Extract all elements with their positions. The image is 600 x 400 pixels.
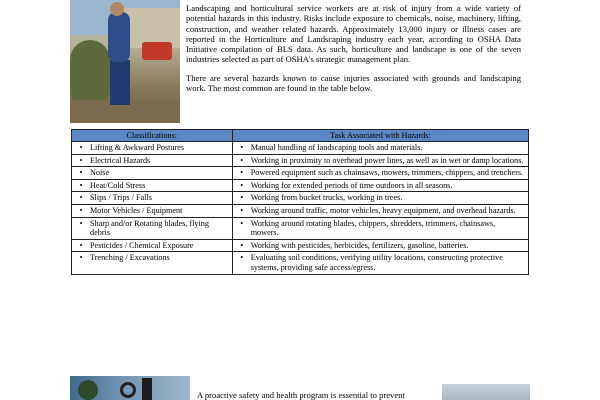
task-cell [232,252,528,274]
task-text: Working for extended periods of time outdoors in all seasons. [250,180,453,190]
classification-text: Electrical Hazards [90,155,151,165]
bullet-icon: • [79,205,83,215]
right-photo [442,384,530,400]
table-row [72,142,529,155]
table-row [72,252,529,274]
intro-text [186,3,521,101]
bullet-icon: • [240,205,244,215]
classification-text: Noise [90,168,110,178]
table-row [72,179,529,192]
bullet-icon: • [79,168,83,178]
bullet-icon: • [79,240,83,250]
classification-cell [72,239,233,252]
classification-cell [72,154,233,167]
classification-cell [72,192,233,205]
classification-cell [72,252,233,274]
task-cell [232,154,528,167]
intro-paragraph-1: Landscaping and horticultural service workers are at risk of injury from a wide variety of potential hazards in this industry. Risks include exposure to chemicals, noise, machinery, lifting, construction, and weather related hazards. Approximately 13,000 injury or illness cases are reported in the Horticulture and Landscaping industry each year, according to OSHA Data Initiative compilation of BLS data. As such, horticulture and landscape is one of the seven industries selected as part of OSHA's strategic management plan. [186,3,521,65]
task-cell [232,167,528,180]
bullet-icon: • [79,218,83,228]
table-row [72,154,529,167]
task-text: Working around rotating blades, chippers, shredders, trimmers, chainsaws, mowers. [250,218,496,238]
equipment-photo [70,376,190,400]
classification-text: Sharp and/or Rotating blades, flying debris [90,218,209,238]
classification-cell [72,204,233,217]
task-text: Working from bucket trucks, working in trees. [250,193,403,203]
bullet-icon: • [240,218,244,228]
bullet-icon: • [79,193,83,203]
task-text: Powered equipment such as chainsaws, mowers, trimmers, chippers, and trenchers. [250,168,524,178]
classification-text: Trenching / Excavations [90,253,170,263]
table-row [72,217,529,239]
task-cell [232,192,528,205]
classification-cell [72,167,233,180]
table-row [72,204,529,217]
table-header-row [72,130,529,142]
classification-cell [72,217,233,239]
classification-text: Pesticides / Chemical Exposure [90,240,194,250]
column-header-classifications: Classifications: [72,130,233,142]
task-text: Manual handling of landscaping tools and materials. [250,143,423,152]
bullet-icon: • [79,155,83,165]
table-row [72,192,529,205]
hazards-table [71,129,529,275]
classification-cell [72,179,233,192]
classification-text: Heat/Cold Stress [90,180,146,190]
bullet-icon: • [240,240,244,250]
table-row [72,239,529,252]
classification-text: Slips / Trips / Falls [90,193,152,203]
task-text: Working in proximity to overhead power lines, as well as in wet or damp locations. [250,155,524,165]
outro-text: A proactive safety and health program is essential to prevent [197,390,405,400]
classification-cell [72,142,233,155]
classification-text: Motor Vehicles / Equipment [90,205,183,215]
bullet-icon: • [240,193,244,203]
bullet-icon: • [79,253,83,263]
task-cell [232,179,528,192]
intro-paragraph-2: There are several hazards known to cause injuries associated with grounds and landscaping work. The most common are found in the table below. [186,72,521,94]
bullet-icon: • [79,143,83,152]
task-cell [232,204,528,217]
task-text: Working with pesticides, herbicides, fertilizers, gasoline, batteries. [250,240,469,250]
landscaper-photo [70,0,180,123]
task-text: Working around traffic, motor vehicles, heavy equipment, and overhead hazards. [250,205,516,215]
bullet-icon: • [240,168,244,178]
bullet-icon: • [240,155,244,165]
bullet-icon: • [240,180,244,190]
column-header-tasks: Task Associated with Hazards: [232,130,528,142]
classification-text: Lifting & Awkward Postures [90,143,185,152]
task-text: Evaluating soil conditions, verifying utility locations, constructing protective systems, providing safe access/egress. [250,253,503,272]
bullet-icon: • [240,253,244,263]
task-cell [232,239,528,252]
table-row [72,167,529,180]
task-cell [232,142,528,155]
bullet-icon: • [79,180,83,190]
task-cell [232,217,528,239]
bullet-icon: • [240,143,244,152]
